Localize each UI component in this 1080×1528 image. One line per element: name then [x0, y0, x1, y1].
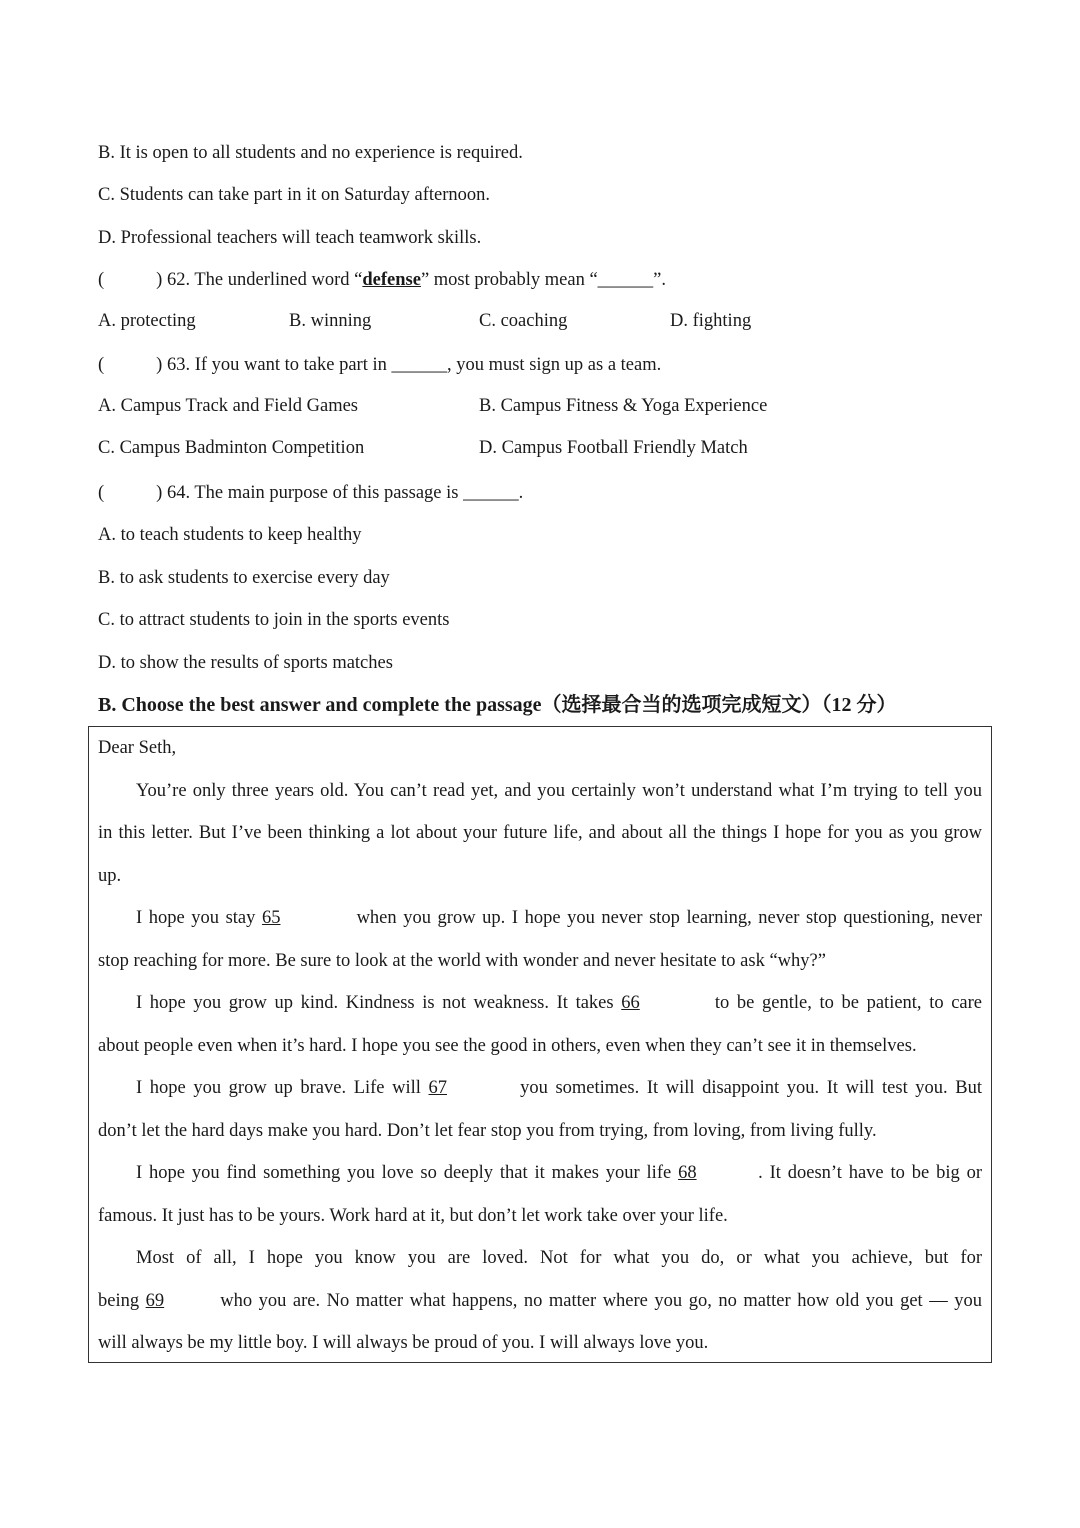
letter-p3-line2: about people even when it’s hard. I hope you see the good in others, even when they can’t see it in themselves.: [98, 1036, 917, 1056]
q64-stem: [98, 481, 523, 505]
letter-p4-line2: don’t let the hard days make you hard. Don’t let fear stop you from trying, from loving, from living fully.: [98, 1121, 877, 1141]
q63-stem-text: ) 63. If you want to take part in ______, you must sign up as a team.: [156, 355, 662, 375]
q63-option-b: B. Campus Fitness & Yoga Experience: [479, 396, 768, 416]
blank-66: 66: [621, 993, 640, 1013]
q63-option-d: D. Campus Football Friendly Match: [479, 438, 748, 458]
q63-option-a: A. Campus Track and Field Games: [98, 396, 359, 416]
q64-option-b: B. to ask students to exercise every day: [98, 568, 390, 588]
q62-option-b: B. winning: [289, 311, 372, 331]
blank-67: 67: [428, 1078, 447, 1098]
section-b-title-cn: （选择最合当的选项完成短文）（12 分）: [541, 694, 897, 716]
q63-stem: [98, 353, 661, 377]
letter-p5-pre: I hope you find something you love so deeply that it makes your life: [136, 1163, 672, 1183]
q62-stem: [98, 268, 666, 292]
letter-p6-pre: being: [98, 1291, 140, 1311]
blank-69: 69: [145, 1291, 165, 1311]
q62-option-d: D. fighting: [670, 311, 752, 331]
letter-p4-post: you sometimes. It will disappoint you. It will test you. But: [520, 1078, 983, 1098]
letter-p6-line2: [98, 1289, 982, 1313]
letter-p2-pre: I hope you stay: [136, 908, 256, 928]
letter-p6-line1: [98, 1246, 982, 1270]
q62-stem-pre: ) 62. The underlined word “: [156, 270, 363, 290]
letter-p5-line2: famous. It just has to be yours. Work hard at it, but don’t let work take over your life.: [98, 1206, 728, 1226]
letter-p6-post: who you are. No matter what happens, no matter where you go, no matter how old you get — you: [220, 1291, 983, 1311]
letter-p6-line3: will always be my little boy. I will always be proud of you. I will always love you.: [98, 1333, 709, 1353]
letter-p3-line1: [98, 991, 982, 1015]
letter-greeting: Dear Seth,: [98, 738, 177, 758]
letter-p4-line1: [98, 1076, 982, 1100]
q64-option-d: D. to show the results of sports matches: [98, 653, 393, 673]
answer-paren: (: [98, 355, 105, 375]
letter-p2-line2: stop reaching for more. Be sure to look at the world with wonder and never hesitate to ask “why?”: [98, 951, 826, 971]
letter-p2-line1: [98, 906, 982, 930]
q63-option-c: C. Campus Badminton Competition: [98, 438, 365, 458]
q64-stem-text: ) 64. The main purpose of this passage is ______.: [156, 483, 524, 503]
letter-p1-line3: up.: [98, 866, 122, 886]
q62-option-c: C. coaching: [479, 311, 568, 331]
q61-option-c: C. Students can take part in it on Saturday afternoon.: [98, 185, 491, 205]
section-b-heading: [98, 693, 897, 717]
letter-p3-post: to be gentle, to be patient, to care: [714, 993, 983, 1013]
q62-keyword: defense: [362, 270, 421, 290]
section-b-title-en: B. Choose the best answer and complete the passage: [98, 694, 542, 716]
blank-65: 65: [261, 908, 281, 928]
letter-p6-line1-text: Most of all, I hope you know you are loved. Not for what you do, or what you achieve, but for: [136, 1248, 982, 1268]
answer-paren: (: [98, 270, 105, 290]
letter-p3-pre: I hope you grow up kind. Kindness is not weakness. It takes: [136, 993, 614, 1013]
q64-option-a: A. to teach students to keep healthy: [98, 525, 362, 545]
letter-p1-line1-text: You’re only three years old. You can’t read yet, and you certainly won’t understand what I’m trying to tell you: [136, 781, 982, 801]
letter-p1-line2: in this letter. But I’ve been thinking a lot about your future life, and about all the things I hope for you as you grow: [98, 823, 982, 843]
letter-p5-post: . It doesn’t have to be big or: [758, 1163, 983, 1183]
blank-68: 68: [678, 1163, 697, 1183]
letter-p2-post: when you grow up. I hope you never stop learning, never stop questioning, never: [356, 908, 982, 928]
q64-option-c: C. to attract students to join in the sports events: [98, 610, 450, 630]
q62-stem-post: ” most probably mean “______”.: [420, 270, 666, 290]
q62-option-a: A. protecting: [98, 311, 196, 331]
letter-p5-line1: [98, 1161, 982, 1185]
answer-paren: (: [98, 483, 105, 503]
q61-option-b: B. It is open to all students and no experience is required.: [98, 143, 523, 163]
q61-option-d: D. Professional teachers will teach teamwork skills.: [98, 228, 482, 248]
letter-p4-pre: I hope you grow up brave. Life will: [136, 1078, 421, 1098]
letter-p1-line1: [98, 779, 982, 803]
